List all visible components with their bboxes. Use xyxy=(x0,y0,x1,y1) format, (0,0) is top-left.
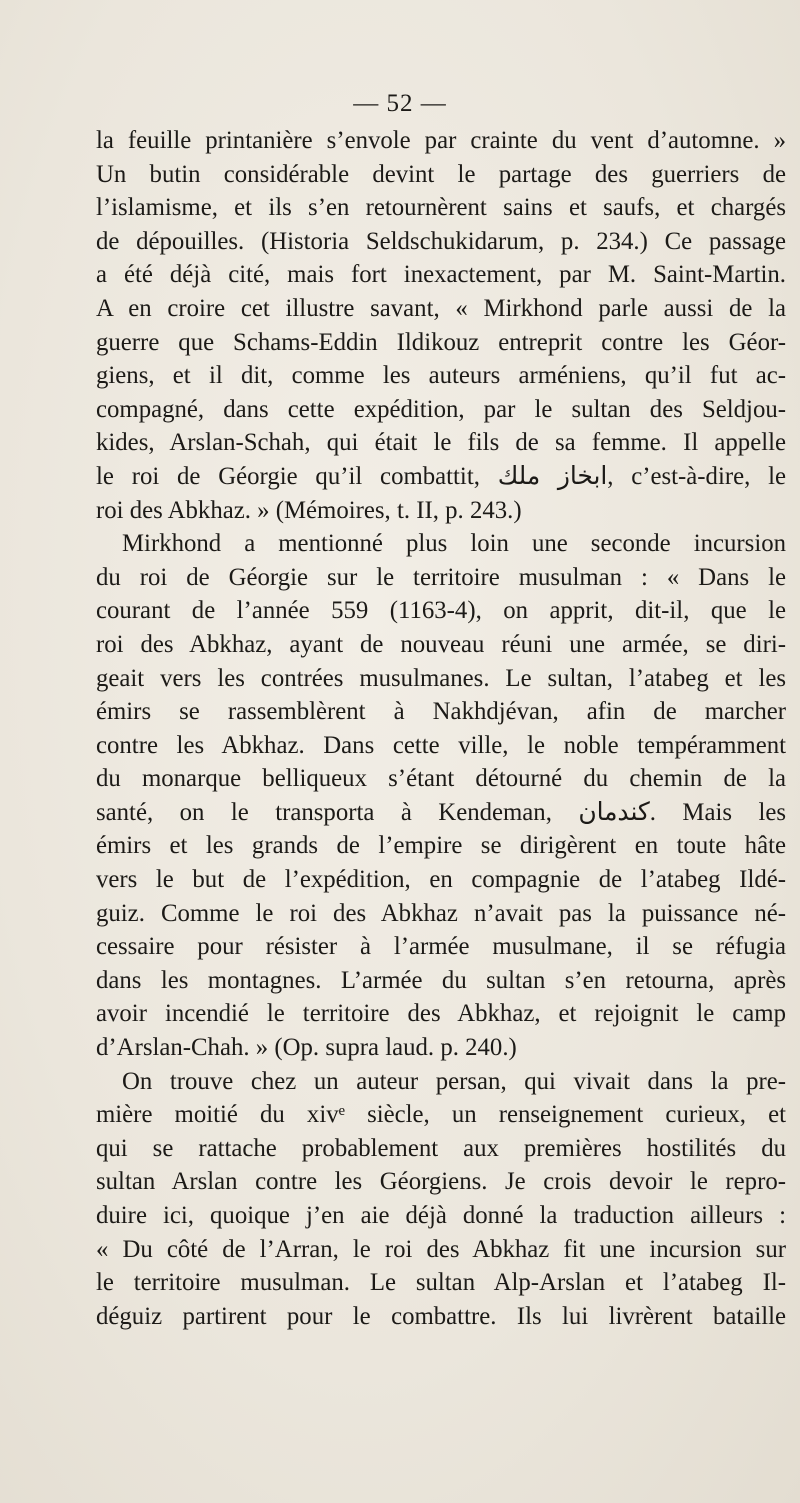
text-line: de dépouilles. (Historia Seldschukidarum, p. 234.) Ce passage xyxy=(96,227,786,255)
text-line: « Du côté de l’Arran, le roi des Abkhaz fit une incursion sur xyxy=(96,1235,786,1263)
text-line: cessaire pour résister à l’armée musulmane, il se réfugia xyxy=(96,933,786,961)
text-line: dans les montagnes. L’armée du sultan s’en retourna, après xyxy=(96,966,786,994)
text-line: déguiz partirent pour le combattre. Ils lui livrèrent bataille xyxy=(96,1302,786,1330)
text-line: Mirkhond a mentionné plus loin une seconde incursion xyxy=(122,530,786,558)
text-line: roi des Abkhaz, ayant de nouveau réuni une armée, se diri- xyxy=(96,630,786,658)
text-line: contre les Abkhaz. Dans cette ville, le noble tempéramment xyxy=(96,731,786,759)
text-line: guerre que Schams-Eddin Ildikouz entreprit contre les Géor- xyxy=(96,328,786,356)
text-line: la feuille printanière s’envole par crainte du vent d’automne. » xyxy=(96,127,786,154)
text-line: avoir incendié le territoire des Abkhaz, et rejoignit le camp xyxy=(96,1000,786,1028)
text-line: Un butin considérable devint le partage des guerriers de xyxy=(96,160,786,188)
text-line: guiz. Comme le roi des Abkhaz n’avait pas la puissance né- xyxy=(96,899,786,927)
text-line: santé, on le transporta à Kendeman, كندمان. Mais les xyxy=(96,798,786,826)
text-line: mière moitié du xivᵉ siècle, un renseignement curieux, et xyxy=(96,1101,786,1129)
text-line: qui se rattache probablement aux premières hostilités du xyxy=(96,1134,786,1162)
text-line: l’islamisme, et ils s’en retournèrent sains et saufs, et chargés xyxy=(96,194,786,222)
text-line: A en croire cet illustre savant, « Mirkhond parle aussi de la xyxy=(96,294,786,322)
text-line: kides, Arslan-Schah, qui était le fils de sa femme. Il appelle xyxy=(96,429,786,457)
text-line: giens, et il dit, comme les auteurs arméniens, qu’il fut ac- xyxy=(96,362,786,390)
text-line: du roi de Géorgie sur le territoire musulman : « Dans le xyxy=(96,563,786,591)
text-line: sultan Arslan contre les Géorgiens. Je crois devoir le repro- xyxy=(96,1168,786,1196)
text-line: On trouve chez un auteur persan, qui vivait dans la pre- xyxy=(122,1067,786,1095)
text-line: émirs se rassemblèrent à Nakhdjévan, afin de marcher xyxy=(96,698,786,726)
text-line: le roi de Géorgie qu’il combattit, ابخاز ملك, c’est-à-dire, le xyxy=(96,462,786,490)
text-line: duire ici, quoique j’en aie déjà donné la traduction ailleurs : xyxy=(96,1202,786,1229)
text-line: courant de l’année 559 (1163-4), on apprit, dit-il, que le xyxy=(96,597,786,625)
text-line: d’Arslan-Chah. » (Op. supra laud. p. 240.) xyxy=(96,1034,517,1062)
text-line: a été déjà cité, mais fort inexactement, par M. Saint-Martin. xyxy=(96,261,786,289)
text-line: le territoire musulman. Le sultan Alp-Arslan et l’atabeg Il- xyxy=(96,1269,786,1297)
text-line: geait vers les contrées musulmanes. Le sultan, l’atabeg et les xyxy=(96,664,786,692)
page-number: — 52 — xyxy=(353,90,447,117)
text-line: émirs et les grands de l’empire se dirigèrent en toute hâte xyxy=(96,832,786,860)
text-line: roi des Abkhaz. » (Mémoires, t. II, p. 243.) xyxy=(96,496,522,524)
text-line: compagné, dans cette expédition, par le sultan des Seldjou- xyxy=(96,395,786,423)
body-text xyxy=(96,124,786,1333)
text-line: du monarque belliqueux s’étant détourné du chemin de la xyxy=(96,765,786,793)
text-line: vers le but de l’expédition, en compagnie de l’atabeg Ildé- xyxy=(96,866,786,894)
